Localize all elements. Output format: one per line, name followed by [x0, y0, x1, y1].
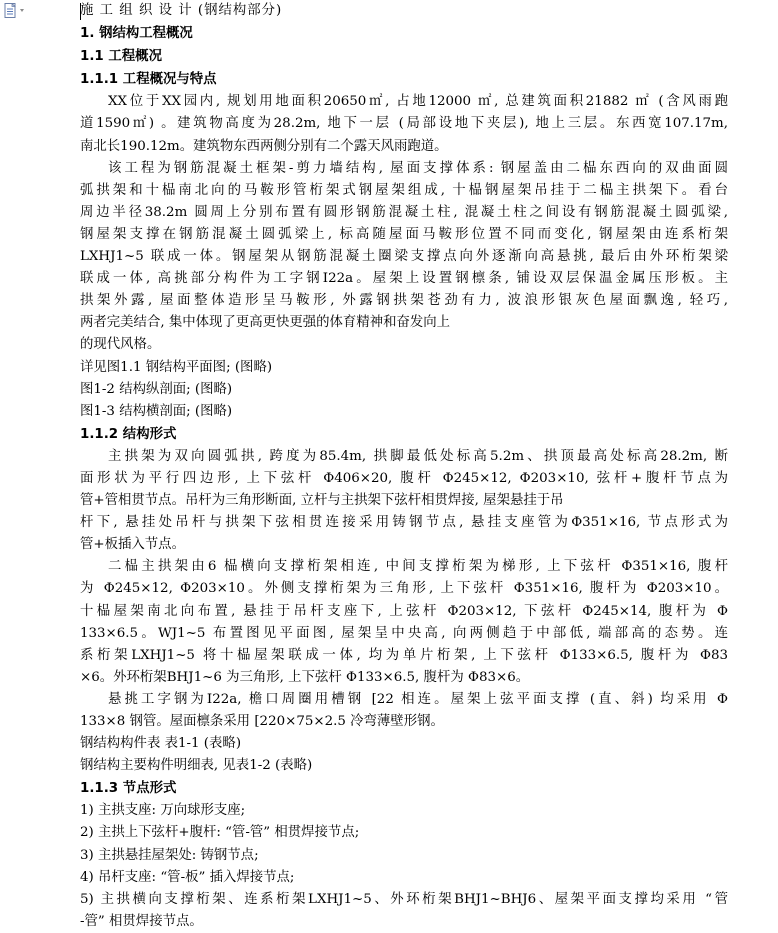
heading-1-1-3-text: 节点形式	[118, 780, 177, 797]
node-type-list	[80, 800, 728, 933]
text-line: 管+板插入节点。	[80, 537, 185, 553]
doc-title: 施 工 组 织 设 计 (钢结构部分)	[80, 3, 283, 18]
paragraph-support-truss	[80, 556, 728, 689]
text-line: 该工程为钢筋混凝土框架-剪力墙结构, 屋面支撑体系: 钢屋盖由二榀东西向的双曲面圆	[108, 160, 728, 176]
text-line: 杆下, 悬挂处吊杆与拱架下弦相贯连接采用铸钢节点, 悬挂支座管为Φ351×16, 节点形式为	[80, 515, 728, 531]
text-line: 管+管相贯节点。吊杆为三角形断面, 立杆与主拱架下弦杆相贯焊接, 屋架悬挂于吊	[80, 493, 564, 509]
heading-1-1-3-number: 1.1.3	[80, 781, 119, 797]
heading-1-1	[80, 45, 728, 68]
text-line: 二榀主拱架由6 榀横向支撑桁架相连, 中间支撑桁架为梯形, 上下弦杆 Φ351×16, 腹杆	[108, 559, 728, 575]
list-item: 3) 主拱悬挂屋架处: 铸钢节点;	[80, 847, 259, 863]
dropdown-arrow-icon	[20, 9, 24, 12]
text-line: 133×8 钢管。屋面檩条采用 [220×75×2.5 冷弯薄壁形钢。	[80, 714, 444, 729]
table-reference-1-2: 钢结构主要构件明细表, 见表1-2 (表略)	[80, 758, 313, 774]
list-item: 2) 主拱上下弦杆+腹杆: “管-管” 相贯焊接节点;	[80, 825, 360, 841]
list-item: 5) 主拱横向支撑桁架、连系桁架LXHJ1~5、外环桁架BHJ1~BHJ6、屋架平面支撑均采用 “管	[80, 891, 728, 907]
text-line: 系桁架LXHJ1~5 将十榀屋架联成一体, 均为单片桁架, 上下弦杆 Φ133×6.5, 腹杆为 Φ83	[80, 647, 728, 663]
text-line: 弧拱架和十榀南北向的马鞍形管桁架式钢屋架组成, 十榀钢屋架吊挂于二榀主拱架下。看台	[80, 182, 728, 198]
document-body[interactable]	[80, 0, 728, 933]
text-line: 周边半径38.2m 圆周上分别布置有圆形钢筋混凝土柱, 混凝土柱之间设有钢筋混凝土圆弧梁,	[80, 204, 728, 220]
heading-1-1-2-number: 1.1.2	[80, 426, 119, 442]
figure-reference-1-2: 图1-2 结构纵剖面; (图略)	[80, 381, 233, 397]
paragraph-structure	[80, 158, 728, 357]
text-line: ×6。外环桁架BHJ1~6 为三角形, 上下弦杆 Φ133×6.5, 腹杆为 Φ83×6。	[80, 669, 530, 685]
text-line: 道1590㎡) 。建筑物高度为28.2m, 地下一层 (局部设地下夹层), 地上三层。东西宽107.17m,	[80, 116, 728, 132]
text-line: 133×6.5。WJ1~5 布置图见平面图, 屋架呈中央高, 向两侧趋于中部低, 端部高的态势。连	[80, 625, 728, 641]
text-line: 主拱架为双向圆弧拱, 跨度为85.4m, 拱脚最低处标高5.2m、拱顶最高处标高28.2m, 断	[108, 448, 728, 464]
heading-1-1-3	[80, 777, 728, 800]
paragraph-cantilever	[80, 689, 728, 733]
heading-1-1-number: 1.1	[80, 49, 104, 65]
figure-reference-1-1: 详见图1.1 钢结构平面图; (图略)	[80, 359, 273, 375]
list-item: -管” 相贯焊接节点。	[80, 913, 203, 929]
text-line: 南北长190.12m。建筑物东西两侧分别有二个露天风雨跑道。	[80, 138, 448, 154]
text-line: XX位于XX园内, 规划用地面积20650㎡, 占地12000 ㎡, 总建筑面积21882 ㎡ (含风雨跑	[108, 94, 728, 110]
paragraph-main-arch	[80, 446, 728, 556]
text-line: 面形状为平行四边形, 上下弦杆 Φ406×20, 腹杆 Φ245×12, Φ203×10, 弦杆+腹杆节点为	[80, 470, 728, 486]
text-line: 钢屋架支撑在钢筋混凝土圆弧梁上, 标高随屋面马鞍形位置不同而变化, 钢屋架由连系桁架	[80, 226, 728, 242]
text-line: 拱架外露, 屋面整体造形呈马鞍形, 外露钢拱架苍劲有力, 波浪形银灰色屋面飘逸, 轻巧,	[80, 293, 728, 309]
text-line: 为 Φ245×12, Φ203×10。外侧支撑桁架为三角形, 上下弦杆 Φ351×16, 腹杆为 Φ203×10。	[80, 581, 728, 597]
text-line: 两者完美结合, 集中体现了更高更快更强的体育精神和奋发向上	[80, 315, 451, 331]
text-line: 悬挑工字钢为I22a, 檐口周圈用槽钢 [22 相连。屋架上弦平面支撑 (直、斜) 均采用 Φ	[108, 691, 728, 707]
table-reference-1-1: 钢结构构件表 表1-1 (表略)	[80, 736, 242, 752]
text-line: LXHJ1~5 联成一体。钢屋架从钢筋混凝土圈梁支撑点向外逐渐向高悬挑, 最后由外环桁架梁	[80, 249, 728, 265]
text-line: 的现代风格。	[80, 337, 161, 353]
heading-1-1-1-text: 工程概况与特点	[118, 71, 217, 88]
heading-1-1-1-number: 1.1.1	[80, 72, 119, 88]
heading-1	[80, 22, 728, 45]
list-item: 4) 吊杆支座: “管-板” 插入焊接节点;	[80, 869, 295, 885]
figure-reference-1-3: 图1-3 结构横剖面; (图略)	[80, 403, 233, 419]
list-item: 1) 主拱支座: 万向球形支座;	[80, 803, 246, 819]
heading-1-text: 钢结构工程概况	[94, 25, 193, 42]
heading-1-number: 1.	[80, 26, 95, 42]
text-line: 十榀屋架南北向布置, 悬挂于吊杆支座下, 上弦杆 Φ203×12, 下弦杆 Φ245×14, 腹杆为 Φ	[80, 603, 728, 619]
heading-1-1-2	[80, 423, 728, 446]
heading-1-1-1	[80, 68, 728, 91]
paragraph-overview	[80, 91, 728, 157]
document-icon[interactable]	[4, 3, 34, 19]
heading-1-1-2-text: 结构形式	[118, 425, 177, 442]
heading-1-1-text: 工程概况	[103, 48, 162, 65]
text-line: 联成一体, 高挑部分构件为工字钢I22a。屋架上设置钢檩条, 铺设双层保温金属压形板。主	[80, 271, 728, 287]
